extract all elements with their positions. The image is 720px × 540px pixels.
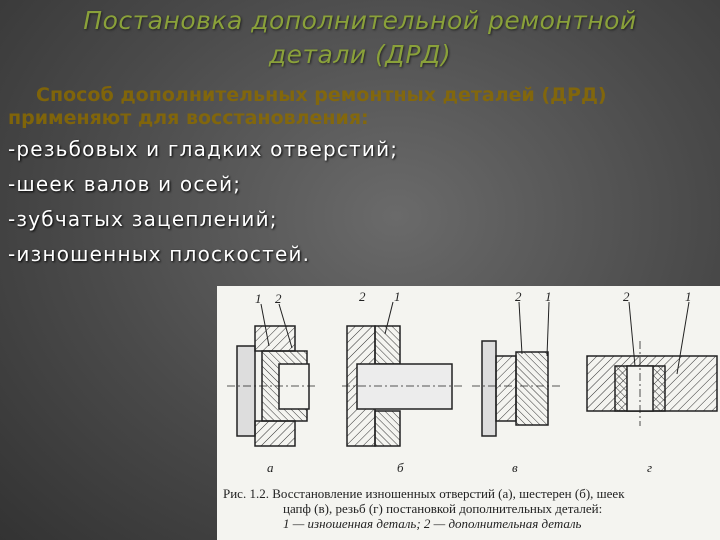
label-b2: 2 — [359, 289, 366, 304]
drawing-b — [342, 302, 462, 446]
list-item: -зубчатых зацеплений; — [8, 207, 278, 231]
lead-paragraph: Способ дополнительных ремонтных деталей (ДРД) применяют для восстановления: — [8, 84, 607, 129]
slide-title-line-2: детали (ДРД) — [268, 40, 452, 69]
label-g2: 2 — [623, 289, 630, 304]
list-item: -резьбовых и гладких отверстий; — [8, 137, 399, 161]
caption-line-2: цапф (в), резьб (г) постановкой дополнительных деталей: — [283, 501, 603, 516]
figure-caption — [223, 486, 718, 531]
technical-figure — [217, 286, 720, 540]
drawing-v — [472, 302, 562, 436]
label-a1: 1 — [255, 291, 262, 306]
list-item: -шеек валов и осей; — [8, 172, 242, 196]
subfigure-label-a: а — [267, 460, 274, 475]
slide-title-line-1: Постановка дополнительной ремонтной — [83, 6, 637, 35]
caption-line-3: 1 — изношенная деталь; 2 — дополнительная деталь — [283, 516, 582, 531]
slide-body — [8, 84, 718, 272]
label-a2: 2 — [275, 291, 282, 306]
list-item: -изношенных плоскостей. — [8, 242, 311, 266]
drawing-a — [227, 304, 317, 446]
label-v2: 2 — [515, 289, 522, 304]
slide-title — [0, 4, 720, 72]
subfigure-label-g: г — [647, 460, 653, 475]
subfigure-label-v: в — [512, 460, 518, 475]
label-v1: 1 — [545, 289, 552, 304]
label-b1: 1 — [394, 289, 401, 304]
restoration-list — [8, 132, 718, 272]
caption-line-1: Рис. 1.2. Восстановление изношенных отверстий (а), шестерен (б), шеек — [223, 486, 625, 501]
drawing-g — [587, 302, 717, 426]
subfigure-label-b: б — [397, 460, 404, 475]
label-g1: 1 — [685, 289, 692, 304]
